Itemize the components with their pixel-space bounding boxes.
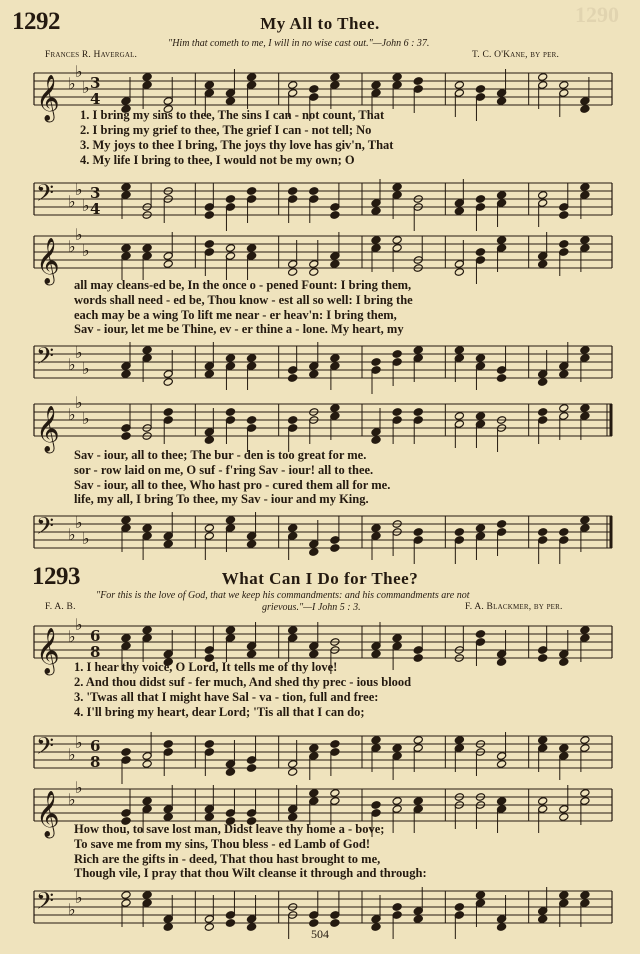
lyric-line: Though vile, I pray that thou Wilt cleanse it through and through: xyxy=(74,866,427,880)
lyric-line: words shall need - ed be, Thou know - est all so well: I bring the xyxy=(74,293,413,307)
svg-text:8: 8 xyxy=(90,643,101,661)
svg-text:♭: ♭ xyxy=(75,888,83,907)
svg-text:8: 8 xyxy=(90,753,101,771)
svg-text:♭: ♭ xyxy=(75,225,83,244)
svg-text:♭: ♭ xyxy=(75,343,83,362)
svg-text:♭: ♭ xyxy=(68,237,76,256)
hymn-title: My All to Thee. xyxy=(260,14,380,33)
svg-text:♭: ♭ xyxy=(68,900,76,919)
lyric-line: 2. And thou didst suf - fer much, And shed thy prec - ious blood xyxy=(74,675,412,689)
lyric-line: How thou, to save lost man, Didst leave thy home a - bove; xyxy=(74,822,385,836)
bleed-through-number: 1290 xyxy=(575,2,619,27)
svg-text:𝄢: 𝄢 xyxy=(36,512,55,545)
lyric-line: 2. I bring my grief to thee, The grief I can - not tell; No xyxy=(80,123,372,137)
lyric-line: 4. I'll bring my heart, dear Lord; 'Tis all that I can do; xyxy=(74,705,365,719)
hymn-number: 1292 xyxy=(12,8,60,35)
svg-text:𝄞: 𝄞 xyxy=(36,406,60,452)
lyric-line: life, my all, I bring To thee, my Sav - iour and my King. xyxy=(74,492,369,506)
bass-staff xyxy=(0,510,640,560)
page-number: 504 xyxy=(311,927,329,941)
lyric-line: all may cleans-ed be, In the once o - pened Fount: I bring them, xyxy=(74,278,412,292)
svg-text:𝄢: 𝄢 xyxy=(36,887,55,920)
svg-text:♭: ♭ xyxy=(82,529,90,548)
svg-text:♭: ♭ xyxy=(68,405,76,424)
svg-text:♭: ♭ xyxy=(68,355,76,374)
lyric-line: Sav - iour, let me be Thine, ev - er thine a - lone. My heart, my xyxy=(74,322,404,336)
lyric-line: 1. I bring my sins to thee, The sins I can - not count, That xyxy=(80,108,385,122)
lyric-line: sor - row laid on me, O suf - f'ring Sav - iour! all to thee. xyxy=(74,463,374,477)
hymn-composer: F. A. Blackmer, by per. xyxy=(465,602,563,612)
svg-text:♭: ♭ xyxy=(68,74,76,93)
svg-text:♭: ♭ xyxy=(75,180,83,199)
lyric-line: Sav - iour, all to thee; The bur - den is too great for me. xyxy=(74,448,367,462)
svg-text:♭: ♭ xyxy=(75,393,83,412)
hymn-epigraph: "Him that cometh to me, I will in no wise cast out."—John 6 : 37. xyxy=(168,38,430,49)
svg-text:♭: ♭ xyxy=(82,241,90,260)
svg-text:♭: ♭ xyxy=(82,196,90,215)
hymn-author: F. A. B. xyxy=(45,602,76,612)
lyric-line: 4. My life I bring to thee, I would not be my own; O xyxy=(80,153,355,167)
svg-text:♭: ♭ xyxy=(68,790,76,809)
hymn-number: 1293 xyxy=(32,563,80,590)
treble-staff xyxy=(0,225,640,284)
svg-text:♭: ♭ xyxy=(75,778,83,797)
lyric-line: 1. I hear thy voice, O Lord, It tells me of thy love! xyxy=(74,660,338,674)
svg-text:♭: ♭ xyxy=(82,359,90,378)
svg-text:𝄞: 𝄞 xyxy=(36,75,60,121)
svg-text:𝄞: 𝄞 xyxy=(36,791,60,837)
bass-staff xyxy=(0,340,640,390)
hymn-title: What Can I Do for Thee? xyxy=(221,569,419,588)
lyric-line: To save me from my sins, Thou bless - ed Lamb of God! xyxy=(74,837,370,851)
svg-text:3: 3 xyxy=(90,74,101,92)
hymn-epigraph: "For this is the love of God, that we keep his commandments: and his commandments are not xyxy=(96,590,470,601)
svg-text:6: 6 xyxy=(90,737,101,755)
svg-text:𝄞: 𝄞 xyxy=(36,628,60,674)
svg-text:𝄢: 𝄢 xyxy=(36,732,55,765)
lyric-line: Rich are the gifts in - deed, That thou hast brought to me, xyxy=(74,852,381,866)
svg-text:♭: ♭ xyxy=(82,78,90,97)
svg-text:4: 4 xyxy=(90,200,101,218)
hymn-composer: T. C. O'Kane, by per. xyxy=(472,50,560,60)
svg-text:♭: ♭ xyxy=(68,745,76,764)
svg-text:𝄢: 𝄢 xyxy=(36,342,55,375)
svg-text:♭: ♭ xyxy=(82,409,90,428)
svg-text:♭: ♭ xyxy=(75,513,83,532)
svg-text:6: 6 xyxy=(90,627,101,645)
lyric-line: Sav - iour, all to thee, Who hast pro - cured them all for me. xyxy=(74,478,391,492)
svg-text:♭: ♭ xyxy=(75,733,83,752)
svg-text:4: 4 xyxy=(90,90,101,108)
treble-staff xyxy=(0,393,640,452)
lyric-line: 3. 'Twas all that I might have Sal - va - tion, full and free: xyxy=(74,690,379,704)
hymn-epigraph-continued: grievous."—I John 5 : 3. xyxy=(262,602,361,613)
hymn-author: Frances R. Havergal. xyxy=(45,50,138,60)
svg-text:♭: ♭ xyxy=(75,62,83,81)
svg-text:♭: ♭ xyxy=(68,627,76,646)
svg-text:♭: ♭ xyxy=(75,615,83,634)
svg-text:𝄢: 𝄢 xyxy=(36,179,55,212)
lyric-line: each may be a wing To lift me near - er heav'n: I bring them, xyxy=(74,308,397,322)
bass-staff xyxy=(0,177,640,227)
svg-text:♭: ♭ xyxy=(68,525,76,544)
svg-text:𝄞: 𝄞 xyxy=(36,238,60,284)
lyric-line: 3. My joys to thee I bring, The joys thy love has giv'n, That xyxy=(80,138,394,152)
svg-text:3: 3 xyxy=(90,184,101,202)
bass-staff xyxy=(0,730,640,780)
svg-text:♭: ♭ xyxy=(68,192,76,211)
